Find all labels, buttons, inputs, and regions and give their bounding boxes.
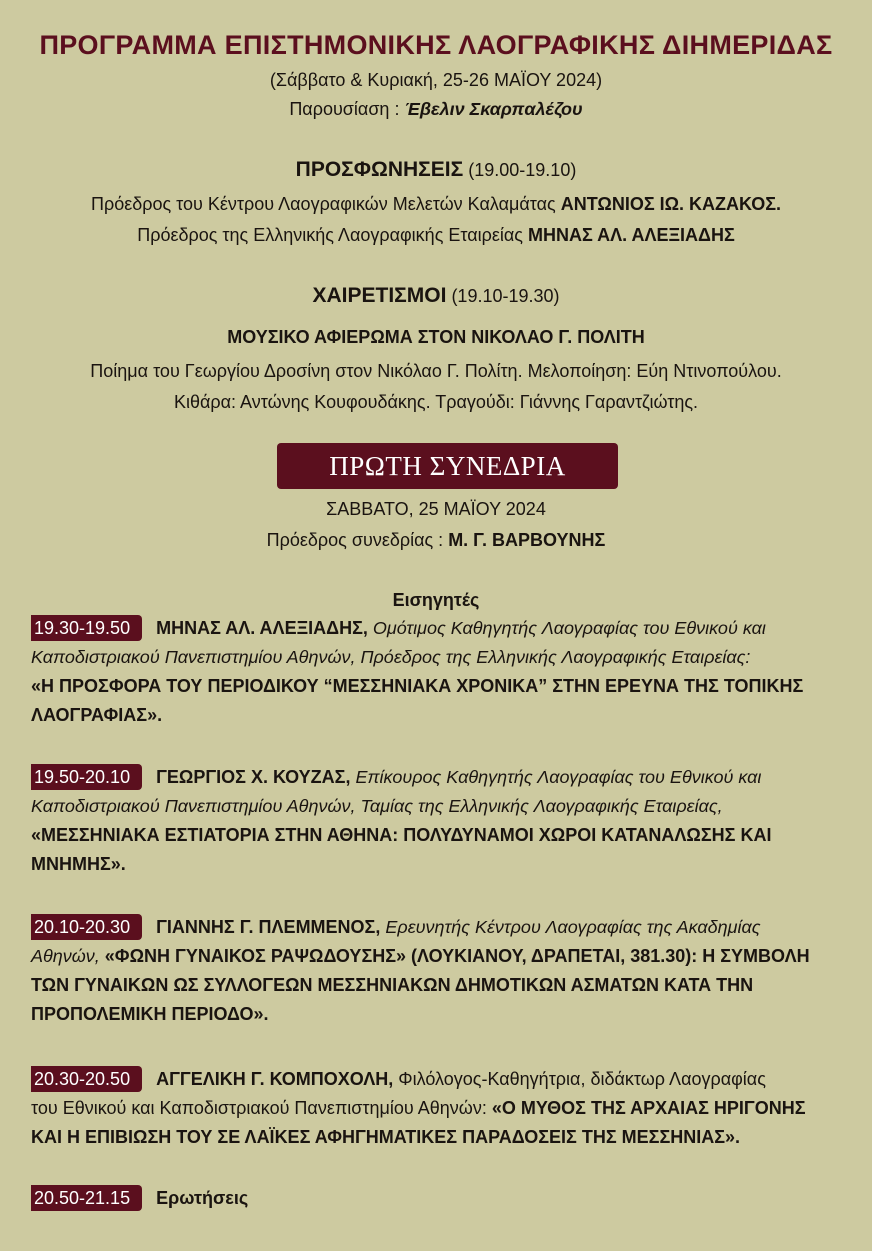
speaker-name: ΓΕΩΡΓΙΟΣ Χ. ΚΟΥΖΑΣ,: [156, 767, 356, 787]
talk-title: «Η ΠΡΟΣΦΟΡΑ ΤΟΥ ΠΕΡΙΟΔΙΚΟΥ “ΜΕΣΣΗΝΙΑΚΑ ΧΡΟΝΙΚΑ” ΣΤΗΝ ΕΡΕΥΝΑ ΤΗΣ ΤΟΠΙΚΗΣ: [31, 676, 804, 696]
talk-item: [31, 614, 851, 730]
speaker-affiliation-cont: Καποδιστριακού Πανεπιστημίου Αθηνών, Ταμίας της Ελληνικής Λαογραφικής Εταιρείας,: [31, 796, 723, 816]
speaker-affiliation-cont: Αθηνών,: [31, 946, 105, 966]
session-chair-name: Μ. Γ. ΒΑΡΒΟΥΝΗΣ: [448, 530, 606, 550]
speakers-heading: Εισηγητές: [392, 590, 480, 610]
time-badge: 19.50-20.10: [31, 764, 142, 790]
tribute-title: ΜΟΥΣΙΚΟ ΑΦΙΕΡΩΜΑ ΣΤΟΝ ΝΙΚΟΛΑΟ Γ. ΠΟΛΙΤΗ: [227, 327, 645, 347]
talk-title: «Ο ΜΥΘΟΣ ΤΗΣ ΑΡΧΑΙΑΣ ΗΡΙΓΟΝΗΣ: [491, 1098, 806, 1118]
speaker-name: ΓΙΑΝΝΗΣ Γ. ΠΛΕΜΜΕΝΟΣ,: [156, 917, 386, 937]
speaker-affiliation: Ερευνητής Κέντρου Λαογραφίας της Ακαδημίας: [385, 917, 761, 937]
greetings-line-1: [0, 194, 872, 215]
greetings-time: (19.00-19.10): [468, 160, 577, 180]
greetings-line-2: [0, 225, 872, 246]
time-badge: 19.30-19.50: [31, 615, 142, 641]
tribute-line-1: Ποίημα του Γεωργίου Δροσίνη στον Νικόλαο Γ. Πολίτη. Μελοποίηση: Εύη Ντινοπούλου.: [90, 361, 782, 381]
questions-label: Ερωτήσεις: [156, 1188, 249, 1208]
speaker-affiliation: Επίκουρος Καθηγητής Λαογραφίας του Εθνικού και: [355, 767, 762, 787]
greetings-line-1-text: Πρόεδρος του Κέντρου Λαογραφικών Μελετών Καλαμάτας: [90, 194, 561, 214]
speaker-name: ΜΗΝΑΣ ΑΛ. ΑΛΕΞΙΑΔΗΣ,: [156, 618, 373, 638]
greetings-heading: [0, 158, 872, 182]
time-badge: 20.30-20.50: [31, 1066, 142, 1092]
talk-item: [31, 913, 851, 1029]
session-chair: [0, 530, 872, 551]
tribute-line-2: Κιθάρα: Αντώνης Κουφουδάκης. Τραγούδι: Γιάννης Γαραντζιώτης.: [173, 392, 699, 412]
presenter-name: Έβελιν Σκαρπαλέζου: [404, 99, 583, 119]
speaker-affiliation: Φιλόλογος-Καθηγήτρια, διδάκτωρ Λαογραφίας: [398, 1069, 766, 1089]
presentation-line: [0, 99, 872, 120]
session-title-banner: ΠΡΩΤΗ ΣΥΝΕΔΡΙΑ: [277, 443, 618, 489]
session-chair-label: Πρόεδρος συνεδρίας :: [266, 530, 449, 550]
talk-title: «ΦΩΝΗ ΓΥΝΑΙΚΟΣ ΡΑΨΩΔΟΥΣΗΣ» (ΛΟΥΚΙΑΝΟΥ, ΔΡΑΠΕΤΑΙ, 381.30): Η ΣΥΜΒΟΛΗ: [104, 946, 810, 966]
talk-title-cont: ΜΝΗΜΗΣ».: [31, 854, 126, 874]
time-badge: 20.50-21.15: [31, 1185, 142, 1211]
speaker-affiliation: Ομότιμος Καθηγητής Λαογραφίας του Εθνικού και: [372, 618, 766, 638]
salutations-title: ΧΑΙΡΕΤΙΣΜΟΙ: [312, 284, 447, 307]
talk-title-cont: ΛΑΟΓΡΑΦΙΑΣ».: [31, 705, 163, 725]
session-date: ΣΑΒΒΑΤΟ, 25 ΜΑΪΟΥ 2024: [326, 499, 546, 519]
time-badge: 20.10-20.30: [31, 914, 142, 940]
talk-title-cont: ΠΡΟΠΟΛΕΜΙΚΗ ΠΕΡΙΟΔΟ».: [31, 1004, 269, 1024]
greetings-line-2-name: ΜΗΝΑΣ ΑΛ. ΑΛΕΞΙΑΔΗΣ: [527, 225, 735, 245]
talk-title: «ΜΕΣΣΗΝΙΑΚΑ ΕΣΤΙΑΤΟΡΙΑ ΣΤΗΝ ΑΘΗΝΑ: ΠΟΛΥΔΥΝΑΜΟΙ ΧΩΡΟΙ ΚΑΤΑΝΑΛΩΣΗΣ ΚΑΙ: [31, 825, 772, 845]
greetings-line-2-text: Πρόεδρος της Ελληνικής Λαογραφικής Εταιρείας: [137, 225, 528, 245]
greetings-title: ΠΡΟΣΦΩΝΗΣΕΙΣ: [295, 158, 464, 181]
speaker-name: ΑΓΓΕΛΙΚΗ Γ. ΚΟΜΠΟΧΟΛΗ,: [156, 1069, 399, 1089]
presentation-label: Παρουσίαση :: [289, 99, 405, 119]
salutations-heading: [0, 284, 872, 308]
event-dates: (Σάββατο & Κυριακή, 25-26 ΜΑΪΟΥ 2024): [269, 70, 603, 90]
salutations-time: (19.10-19.30): [451, 286, 560, 306]
talk-title-cont: ΚΑΙ Η ΕΠΙΒΙΩΣΗ ΤΟΥ ΣΕ ΛΑΪΚΕΣ ΑΦΗΓΗΜΑΤΙΚΕΣ ΠΑΡΑΔΟΣΕΙΣ ΤΗΣ ΜΕΣΣΗΝΙΑΣ».: [31, 1127, 741, 1147]
page-title: ΠΡΟΓΡΑΜΜΑ ΕΠΙΣΤΗΜΟΝΙΚΗΣ ΛΑΟΓΡΑΦΙΚΗΣ ΔΙΗΜΕΡΙΔΑΣ: [39, 30, 833, 60]
talk-item: [31, 1065, 851, 1152]
speaker-affiliation-cont: Καποδιστριακού Πανεπιστημίου Αθηνών, Πρόεδρος της Ελληνικής Λαογραφικής Εταιρείας:: [31, 647, 751, 667]
greetings-line-1-name: ΑΝΤΩΝΙΟΣ ΙΩ. ΚΑΖΑΚΟΣ.: [560, 194, 782, 214]
talk-title-cont: ΤΩΝ ΓΥΝΑΙΚΩΝ ΩΣ ΣΥΛΛΟΓΕΩΝ ΜΕΣΣΗΝΙΑΚΩΝ ΔΗΜΟΤΙΚΩΝ ΑΣΜΑΤΩΝ ΚΑΤΑ ΤΗΝ: [31, 975, 754, 995]
talk-item: [31, 1184, 851, 1213]
speaker-affiliation-cont: του Εθνικού και Καποδιστριακού Πανεπιστημίου Αθηνών:: [31, 1098, 492, 1118]
talk-item: [31, 763, 851, 879]
